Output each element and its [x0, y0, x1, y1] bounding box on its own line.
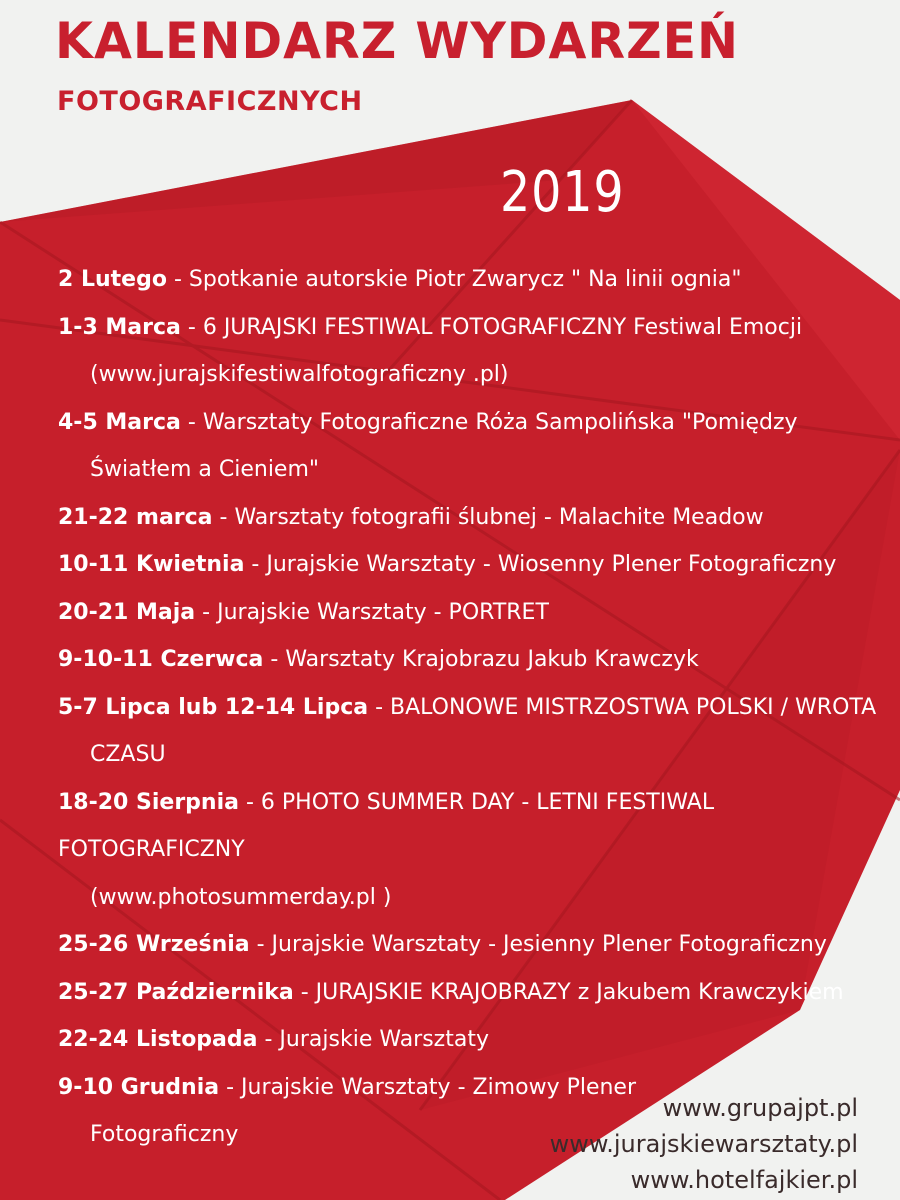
event-description: - 6 JURAJSKI FESTIWAL FOTOGRAFICZNY Festiwal Emocji	[187, 314, 803, 340]
event-description: - Jurajskie Warsztaty	[264, 1027, 489, 1052]
event-item	[58, 494, 888, 542]
event-item	[58, 589, 888, 637]
event-description: - Warsztaty Fotograficzne Róża Sampolińska "Pomiędzy	[187, 409, 798, 435]
event-description: - Jurajskie Warsztaty - PORTRET	[202, 599, 549, 625]
event-date: 18-20 Sierpnia	[58, 789, 239, 815]
event-item	[58, 969, 888, 1017]
website-link: www.jurajskiewarsztaty.pl	[549, 1130, 858, 1158]
event-description: - Jurajskie Warsztaty - Wiosenny Plener Fotograficzny	[251, 552, 837, 577]
event-date: 21-22 marca	[58, 504, 213, 530]
event-date: 20-21 Maja	[58, 599, 196, 625]
event-description-continued: CZASU	[90, 742, 166, 767]
page-subtitle: FOTOGRAFICZNYCH	[57, 86, 363, 117]
event-description: - BALONOWE MISTRZOSTWA POLSKI / WROTA	[375, 694, 877, 720]
event-date: 4-5 Marca	[58, 409, 181, 435]
website-links	[550, 1090, 858, 1198]
event-date: 2 Lutego	[58, 267, 167, 292]
event-description: - 6 PHOTO SUMMER DAY - LETNI FESTIWAL FOTOGRAFICZNY	[58, 789, 715, 862]
event-item	[58, 779, 888, 922]
event-description: - Jurajskie Warsztaty - Zimowy Plener	[226, 1074, 637, 1100]
event-date: 25-27 Października	[58, 979, 294, 1005]
event-description: - Warsztaty fotografii ślubnej - Malachite Meadow	[219, 504, 764, 530]
event-description-continued: Fotograficzny	[90, 1122, 239, 1147]
event-item	[58, 1016, 888, 1064]
event-list	[58, 256, 888, 1159]
event-description: - Warsztaty Krajobrazu Jakub Krawczyk	[270, 647, 699, 672]
event-description-continued: Światłem a Cieniem"	[90, 457, 320, 482]
event-date: 9-10-11 Czerwca	[58, 647, 264, 672]
event-item	[58, 684, 888, 779]
event-item	[58, 304, 888, 399]
event-item	[58, 541, 888, 589]
event-date: 1-3 Marca	[58, 314, 181, 340]
event-item	[58, 921, 888, 969]
event-date: 9-10 Grudnia	[58, 1074, 220, 1100]
event-description: - JURAJSKIE KRAJOBRAZY z Jakubem Krawczykiem	[300, 979, 844, 1005]
event-date: 5-7 Lipca lub 12-14 Lipca	[58, 694, 369, 720]
event-description: - Spotkanie autorskie Piotr Zwarycz " Na linii ognia"	[173, 267, 742, 292]
event-item	[58, 256, 888, 304]
website-link: www.grupajpt.pl	[662, 1094, 858, 1122]
event-date: 22-24 Listopada	[58, 1027, 258, 1052]
website-link: www.hotelfajkier.pl	[630, 1166, 858, 1194]
event-description-continued: (www.jurajskifestiwalfotograficzny .pl)	[90, 362, 509, 387]
event-item	[58, 636, 888, 684]
page-title: KALENDARZ WYDARZEŃ	[55, 12, 740, 70]
event-description: - Jurajskie Warsztaty - Jesienny Plener Fotograficzny	[256, 932, 827, 957]
event-date: 25-26 Września	[58, 932, 250, 957]
event-description-continued: (www.photosummerday.pl )	[90, 884, 392, 910]
event-item	[58, 399, 888, 494]
year-label: 2019	[500, 160, 625, 225]
event-date: 10-11 Kwietnia	[58, 552, 245, 577]
